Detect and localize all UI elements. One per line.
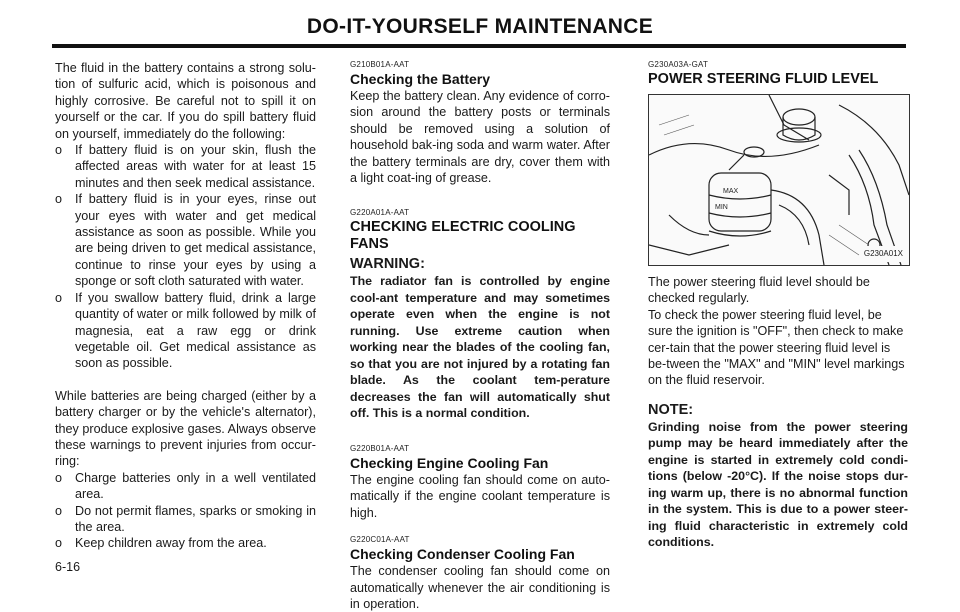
left-column — [55, 60, 316, 552]
bullet-marker: o — [55, 143, 63, 158]
list-item-text: If you swallow battery fluid, drink a large quantity of water or milk followed by milk of magnesia, eat a raw egg or drink vegetable oil. Get medical assistance as soon as possible. — [75, 290, 316, 371]
list-item-text: If battery fluid is in your eyes, rinse out your eyes with water and get medical assistance as soon as possible. While you are being driven to get medical assistance, continue to rinse your eyes by using a sponge or soft cloth saturated with water. — [75, 192, 316, 289]
section-code: G220C01A-AAT — [350, 535, 410, 545]
list-item — [55, 142, 316, 191]
section-code: G220A01A-AAT — [350, 208, 410, 218]
section-title-checking-battery: Checking the Battery — [350, 71, 491, 87]
warning-text: The radiator fan is controlled by engine cool-ant temperature and may sometimes operate even when the engine is not running. Use extreme caution when working near the blades of the cooling fan, so that you are not injured by a rotating fan blade. As the coolant tem-perature decreases the fan will automatically shut off. This is a normal condition. — [350, 274, 610, 421]
section-title-power-steering: POWER STEERING FLUID LEVEL — [648, 71, 879, 87]
figure-code: G230A01X — [863, 246, 904, 262]
note-label: NOTE: — [648, 401, 694, 418]
list-item — [55, 503, 316, 536]
section-code: G230A03A-GAT — [648, 60, 709, 69]
bullet-marker: o — [55, 503, 63, 518]
max-label: MAX — [723, 188, 739, 195]
min-label: MIN — [715, 204, 728, 211]
section-title-cooling-fans: CHECKING ELECTRIC COOLING FANS — [350, 219, 576, 253]
section-title-engine-cooling-fan: Checking Engine Cooling Fan — [350, 454, 549, 471]
battery-fluid-intro: The fluid in the battery contains a strong solu-tion of sulfuric acid, which is poisonous and highly corrosive. Be careful not to spill it on yourself or the car. If you do spill battery fluid on yourself, immediately do the following: — [55, 61, 316, 141]
bullet-marker: o — [55, 470, 63, 485]
page-header-title: DO-IT-YOURSELF MAINTENANCE — [306, 15, 654, 38]
bullet-marker: o — [55, 290, 63, 305]
power-steering-reservoir-figure — [648, 94, 910, 266]
note-text: Grinding noise from the power steering pump may be heard immediately after the engine is started in extremely cold condi-tions (below -20°C). If the noise stops dur-ing warm up, there is no abnormal function in the system. This is due to a power steer-ing fluid characteristic in extremely cold conditions. — [648, 419, 908, 550]
list-item — [55, 470, 316, 503]
warning-label: WARNING: — [350, 256, 425, 273]
list-item-text: Charge batteries only in a well ventilated area. — [75, 470, 316, 502]
middle-column — [350, 60, 610, 612]
battery-fluid-first-aid-list — [55, 142, 316, 372]
list-item-text: Keep children away from the area. — [75, 536, 267, 551]
page-number: 6-16 — [55, 560, 81, 574]
section-code: G210B01A-AAT — [350, 60, 410, 69]
list-item-text: If battery fluid is on your skin, flush the affected areas with water for at least 15 minutes and then seek medical assistance. — [75, 143, 316, 190]
power-steering-body: The power steering fluid level should be checked regularly. To check the power steering fluid level, be sure the ignition is "OFF", then check to make cer-tain that the power steering fluid level is be-tween the "MAX" and "MIN" level markings on the fluid reservoir. — [648, 275, 905, 388]
charging-warning-intro: While batteries are being charged (either by a battery charger or by the vehicle's alternator), they produce explosive gases. Always observe these warnings to prevent injuries from occur-ring: — [55, 388, 316, 469]
right-column — [648, 60, 908, 551]
list-item — [55, 535, 316, 551]
list-item-text: Do not permit flames, sparks or smoking in the area. — [75, 503, 316, 534]
section-body: The condenser cooling fan should come on automatically whenever the air conditioning is in operation. — [350, 564, 610, 611]
bullet-marker: o — [55, 536, 63, 551]
header-rule — [52, 44, 906, 48]
bullet-marker: o — [55, 192, 63, 207]
charging-warning-list — [55, 470, 316, 552]
section-body: The engine cooling fan should come on auto-matically if the engine coolant temperature is high. — [350, 472, 610, 520]
section-code: G220B01A-AAT — [350, 443, 410, 453]
section-title-condenser-cooling-fan: Checking Condenser Cooling Fan — [350, 546, 575, 563]
section-body: Keep the battery clean. Any evidence of corro-sion around the battery posts or terminals should be removed using a solution of household bak-ing soda and warm water. After the battery terminals are dry, cover them with a light coat-ing of grease. — [350, 89, 610, 186]
list-item — [55, 191, 316, 289]
power-steering-reservoir-illustration-icon — [649, 95, 909, 265]
list-item — [55, 290, 316, 372]
